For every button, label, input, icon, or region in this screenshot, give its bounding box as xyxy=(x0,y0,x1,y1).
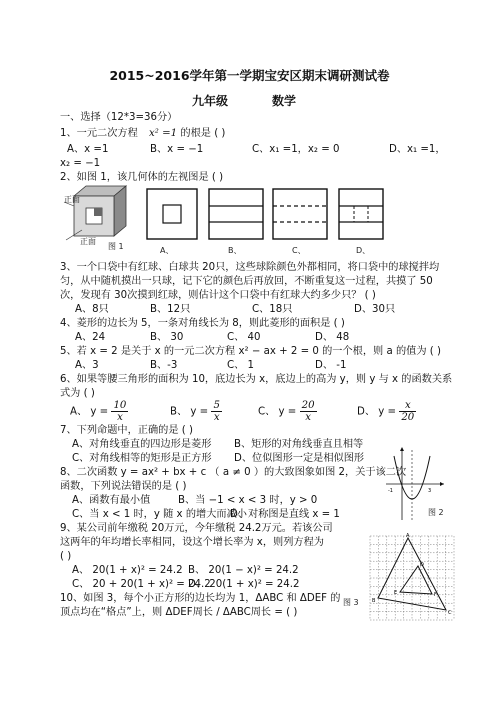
q8-option-d: D、对称图是直线 x = 1 xyxy=(230,509,340,520)
svg-text:-1: -1 xyxy=(388,488,393,494)
figure-1-front-label: 正面 xyxy=(64,195,80,204)
q7-option-b: B、矩形的对角线垂直且相等 xyxy=(234,439,364,450)
q6-option-d xyxy=(357,400,416,425)
q2-option-b: B、 xyxy=(228,246,242,255)
q2-view-a xyxy=(146,188,198,240)
q7-option-c: C、对角线相等的矩形是正方形 xyxy=(72,453,212,464)
q10-line-1: 10、如图 3，每个小正方形的边长均为 1，ΔABC 和 ΔDEF 的 xyxy=(60,593,341,604)
q9-option-b: B、 20(1 − x)² = 24.2 xyxy=(188,565,299,576)
q10-line-2: 顶点均在“格点”上，则 ΔDEF周长 / ΔABC周长 = ( ) xyxy=(60,607,298,618)
q6-a-numerator: 10 xyxy=(113,400,127,411)
q3-line-2: 匀，从中随机摸出一只球，记下它的颜色后再放回，不断重复这一过程，共摸了 50 xyxy=(60,276,433,287)
exam-title: 2015~2016学年第一学期宝安区期末调研测试卷 xyxy=(109,68,390,83)
svg-text:E: E xyxy=(394,590,398,596)
q2-stem: 2、如图 1，该几何体的左视图是 ( ) xyxy=(60,172,224,183)
q6-option-d-fraction xyxy=(399,400,416,423)
q1-option-d-cont: x₂ = −1 xyxy=(60,158,101,169)
q7-option-a: A、对角线垂直的四边形是菱形 xyxy=(72,439,212,450)
q3-option-a: A、8只 xyxy=(75,304,109,315)
figure-1-caption: 图 1 xyxy=(108,242,124,251)
q6-line-2: 式为 ( ) xyxy=(60,388,95,399)
q8-option-c: C、当 x < 1 时，y 随 x 的增大而减小 xyxy=(72,509,247,520)
q5-option-b: B、-3 xyxy=(150,360,178,371)
q1-option-a: A、x =1 xyxy=(67,144,109,155)
figure-1-front-label-bottom: 正面 xyxy=(80,237,96,246)
q7-stem: 7、下列命题中，正确的是 ( ) xyxy=(60,425,193,436)
q6-b-denominator: x xyxy=(213,412,220,423)
q6-option-b xyxy=(170,400,222,425)
q8-line-2: 函数，下列说法错误的是 ( ) xyxy=(60,481,187,492)
q1-option-b: B、x = −1 xyxy=(150,144,204,155)
svg-text:D: D xyxy=(420,562,424,568)
q8-option-b: B、当 −1 < x < 3 时，y > 0 xyxy=(178,495,318,506)
q4-option-c: C、 40 xyxy=(227,332,261,343)
q6-b-numerator: 5 xyxy=(213,400,220,411)
q5-option-d: D、 -1 xyxy=(315,360,347,371)
q6-option-a-prefix: A、 y = xyxy=(70,406,109,418)
q5-stem: 5、若 x = 2 是关于 x 的一元二次方程 x² − ax + 2 = 0 的一个根，则 a 的值为 ( ) xyxy=(60,346,441,357)
section-heading: 一、选择（12*3=36分） xyxy=(60,112,178,123)
q2-view-b xyxy=(208,188,264,240)
q9-option-a: A、 20(1 + x)² = 24.2 xyxy=(72,565,183,576)
q2-option-c: C、 xyxy=(292,246,306,255)
q5-option-c: C、 1 xyxy=(227,360,255,371)
q6-line-1: 6、如果等腰三角形的面积为 10，底边长为 x，底边上的高为 y，则 y 与 x 的函数关系 xyxy=(60,374,453,385)
q6-c-numerator: 20 xyxy=(301,400,315,411)
grade-label: 九年级 xyxy=(192,94,229,108)
q3-option-b: B、12只 xyxy=(150,304,191,315)
q3-line-3: 次，发现有 30次摸到红球，则估计这个口袋中有红球大约多少只？ ( ) xyxy=(60,290,376,301)
q6-option-b-fraction xyxy=(211,400,221,423)
svg-text:A: A xyxy=(406,533,410,539)
q9-line-2: 这两年的年均增长率相同，设这个增长率为 x，则列方程为 xyxy=(60,537,324,548)
q6-option-c-prefix: C、 y = xyxy=(258,406,297,418)
q4-option-a: A、24 xyxy=(75,332,106,343)
q1-option-d: D、x₁ =1， xyxy=(389,144,446,155)
svg-text:C: C xyxy=(448,610,452,616)
q1-stem-text: 1、一元二次方程 xyxy=(60,128,138,139)
q6-option-d-prefix: D、 y = xyxy=(357,406,397,418)
q6-option-a xyxy=(70,400,128,425)
q8-line-1: 8、二次函数 y = ax² + bx + c （ a ≠ 0 ）的大致图象如图 2，关于该二次 xyxy=(60,467,407,478)
q9-line-3: ( ) xyxy=(60,551,72,562)
figure-3-grid xyxy=(370,533,456,622)
subject-label: 数学 xyxy=(272,94,297,108)
q6-c-denominator: x xyxy=(305,412,311,423)
q7-option-d: D、位似图形一定是相似图形 xyxy=(234,453,365,464)
q1-stem xyxy=(60,127,225,140)
q9-option-d: D、 20(1 + x)² = 24.2 xyxy=(188,579,300,590)
q6-d-numerator: x xyxy=(399,400,416,412)
q3-line-1: 3、一个口袋中有红球、白球共 20只，这些球除颜色外都相同，将口袋中的球搅拌均 xyxy=(60,262,440,273)
q8-option-a: A、函数有最小值 xyxy=(72,495,151,506)
q6-option-b-prefix: B、 y = xyxy=(170,406,209,418)
q6-a-denominator: x xyxy=(117,412,123,423)
q6-d-denominator: 20 xyxy=(401,412,415,423)
q6-option-a-fraction xyxy=(111,400,128,423)
q1-tail: 的根是 ( ) xyxy=(180,128,226,139)
q1-equation: x² =1 xyxy=(149,128,178,139)
q6-option-c-fraction xyxy=(300,400,317,423)
svg-text:3: 3 xyxy=(428,488,432,494)
svg-text:B: B xyxy=(372,598,376,604)
q2-option-a: A、 xyxy=(160,246,174,255)
q3-option-c: C、18只 xyxy=(252,304,293,315)
q4-option-b: B、 30 xyxy=(150,332,184,343)
figure-2-caption: 图 2 xyxy=(428,508,444,517)
q1-option-c: C、x₁ =1，x₂ = 0 xyxy=(252,144,340,155)
q2-view-c xyxy=(272,188,328,240)
q6-option-c xyxy=(258,400,317,425)
q4-option-d: D、 48 xyxy=(315,332,350,343)
figure-3-caption: 图 3 xyxy=(343,598,359,607)
q5-option-a: A、3 xyxy=(75,360,99,371)
svg-text:F: F xyxy=(434,592,437,598)
q3-option-d: D、30只 xyxy=(354,304,396,315)
q2-view-d xyxy=(338,188,384,240)
q2-option-d: D、 xyxy=(356,246,371,255)
q9-line-1: 9、某公司前年缴税 20万元，今年缴税 24.2万元。若该公司 xyxy=(60,523,333,534)
q4-stem: 4、菱形的边长为 5，一条对角线长为 8，则此菱形的面积是 ( ) xyxy=(60,318,345,329)
q9-option-c: C、 20 + 20(1 + x)² = 24.2 xyxy=(72,579,211,590)
